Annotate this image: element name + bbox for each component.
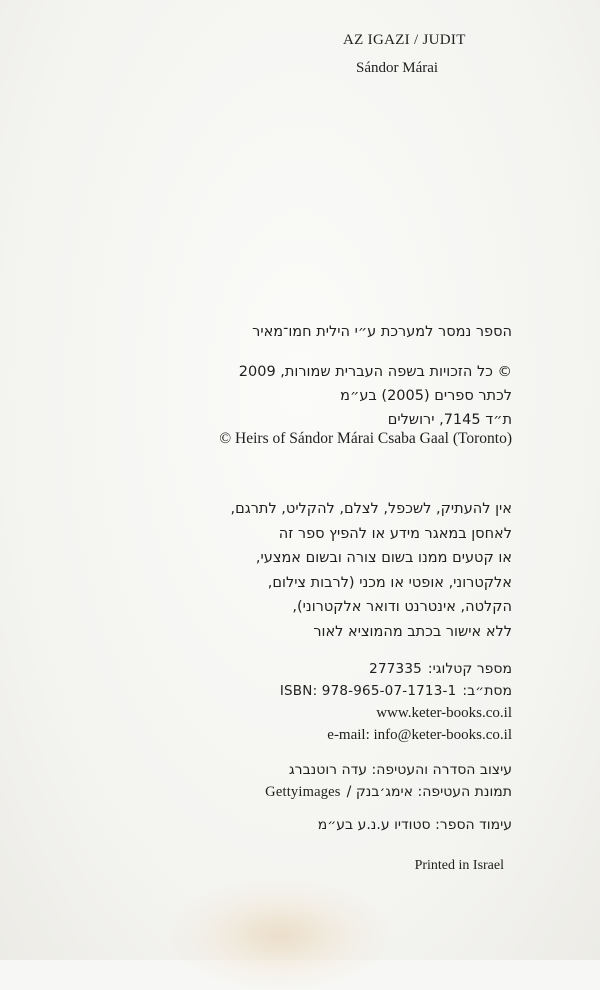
rights-line: ללא אישור בכתב מהמוציא לאור (313, 623, 512, 640)
rights-line: הקלטה, אינטרנט ודואר אלקטרוני), (292, 599, 512, 615)
isbn-value: ISBN: 978-965-07-1713-1 (279, 683, 457, 699)
rights-line: או קטעים ממנו בשום צורה ובשום אמצעי, (255, 550, 512, 566)
editor-credit: הספר נמסר למערכת ע״י הילית חמו־מאיר (252, 324, 512, 340)
series-design: עיצוב הסדרה והעטיפה: עדה רוטנברג (288, 762, 512, 778)
cover-photo-source: Gettyimages (265, 784, 341, 800)
cover-photo-row (265, 781, 512, 803)
catalog-info (280, 658, 512, 746)
series-design-row (265, 759, 512, 781)
design-credits (265, 759, 512, 803)
isbn-row (280, 680, 512, 702)
rights-notice (231, 497, 512, 644)
layout-credit: עימוד הספר: סטודיו ע.נ.ע בע״מ (317, 817, 512, 833)
catalog-number-row (280, 658, 512, 680)
catalog-number: 277335 (369, 661, 422, 677)
isbn-label: מסת״ב: (462, 683, 512, 699)
rights-line: אין להעתיק, לשכפל, לצלם, להקליט, לתרגם, (230, 501, 512, 517)
cover-photo-label: תמונת העטיפה: אימג׳בנק / (346, 784, 512, 800)
catalog-label: מספר קטלוגי: (427, 661, 512, 677)
copyright-line: © כל הזכויות בשפה העברית שמורות, 2009 (238, 364, 512, 380)
original-title: AZ IGAZI / JUDIT (343, 32, 466, 48)
author-name: Sándor Márai (356, 60, 439, 76)
paper-stain (170, 880, 390, 990)
hebrew-copyright (239, 360, 512, 432)
rights-line: אלקטרוני, אופטי או מכני (לרבות צילום, (267, 574, 512, 591)
publisher-website: www.keter-books.co.il (376, 705, 512, 721)
printed-in: Printed in Israel (414, 858, 504, 873)
heirs-copyright: © Heirs of Sándor Márai Csaba Gaal (Toronto) (219, 430, 512, 447)
rights-line: לאחסן במאגר מידע או להפיץ ספר זה (278, 525, 512, 542)
copyright-line: ת״ד 7145, ירושלים (387, 412, 512, 428)
copyright-line: לכתר ספרים (2005) בע״מ (340, 388, 512, 404)
publisher-email: e-mail: info@keter-books.co.il (327, 727, 512, 743)
